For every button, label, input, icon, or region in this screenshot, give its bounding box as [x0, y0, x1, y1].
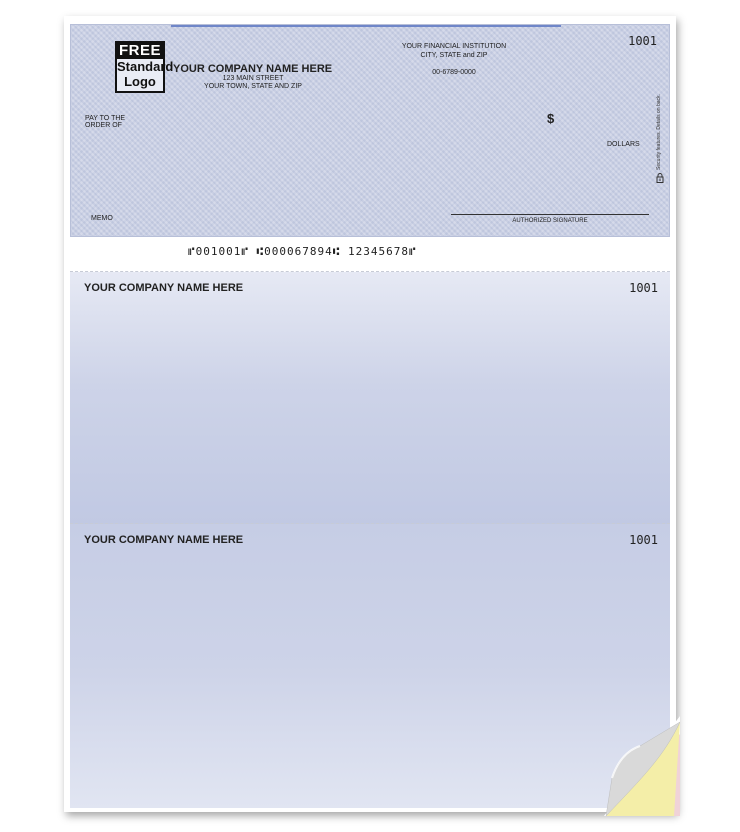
- stub-1: [70, 272, 670, 524]
- stub-2: [70, 524, 670, 808]
- stub-company-name: YOUR COMPANY NAME HERE: [84, 282, 244, 294]
- signature-label: AUTHORIZED SIGNATURE: [512, 218, 588, 224]
- micr-line: ⑈001001⑈ ⑆000067894⑆ 12345678⑈: [188, 245, 417, 258]
- logo-placeholder: [115, 41, 174, 93]
- bank-info: [389, 42, 519, 77]
- check-face: [70, 24, 670, 237]
- check-top-border: [171, 25, 561, 27]
- bank-fraction: 00-6789-0000: [432, 69, 476, 76]
- logo-logo-text: Logo: [124, 74, 156, 89]
- stub-company-name: YOUR COMPANY NAME HERE: [84, 534, 244, 546]
- logo-free-text: FREE: [118, 42, 161, 59]
- pay-to-line-1: PAY TO THE: [85, 115, 126, 122]
- bank-city: CITY, STATE and ZIP: [420, 52, 488, 59]
- memo-label: MEMO: [91, 215, 113, 222]
- bank-name: YOUR FINANCIAL INSTITUTION: [401, 43, 507, 50]
- security-note: [653, 85, 665, 185]
- lock-icon: [656, 173, 664, 183]
- check-number: 1001: [628, 34, 657, 48]
- check-sheet: [64, 16, 676, 812]
- page-curl-graphic: [604, 716, 680, 816]
- address-line-2: YOUR TOWN, STATE AND ZIP: [204, 83, 302, 90]
- dollar-sign: $: [547, 111, 555, 126]
- company-name: YOUR COMPANY NAME HERE: [173, 63, 333, 75]
- stub-check-number: 1001: [629, 533, 658, 547]
- address-line-1: 123 MAIN STREET: [222, 75, 284, 82]
- logo-standard-text: Standard: [117, 59, 174, 74]
- pay-to-line-2: ORDER OF: [85, 122, 122, 129]
- pay-to-label: [85, 115, 125, 129]
- company-address: [173, 75, 333, 91]
- signature-line: [451, 214, 649, 215]
- security-text: Security features. Details on back.: [656, 94, 662, 170]
- dollars-label: DOLLARS: [607, 141, 640, 148]
- stub-check-number: 1001: [629, 281, 658, 295]
